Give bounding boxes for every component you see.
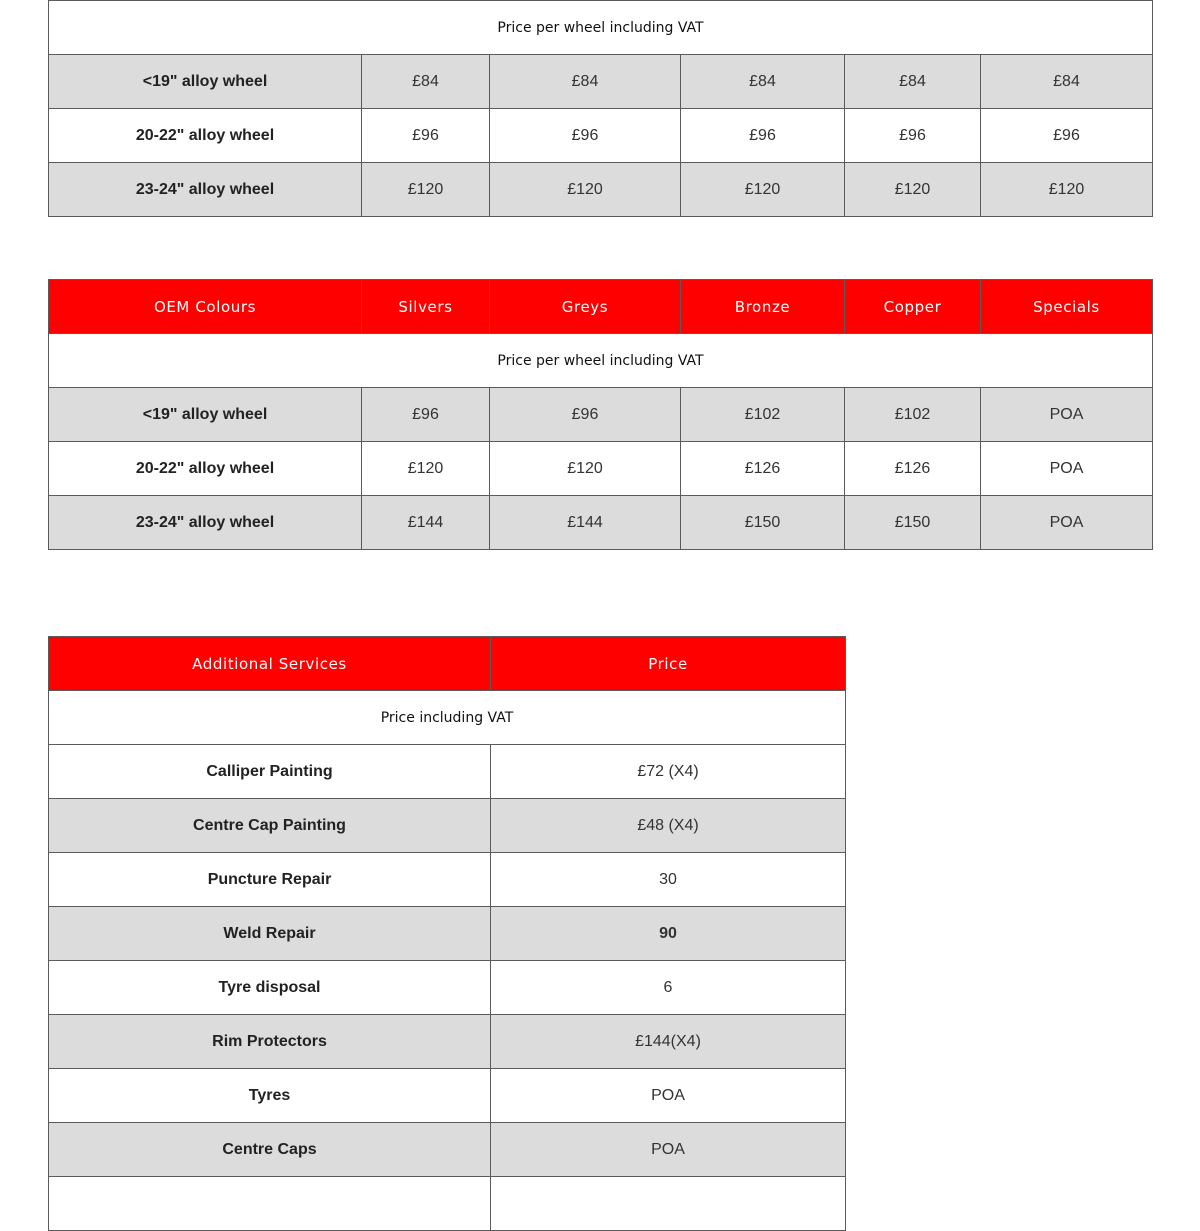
header-silvers: Silvers	[362, 280, 490, 334]
table-row	[49, 745, 846, 799]
table-row	[49, 1015, 846, 1069]
service-label: Tyre disposal	[49, 961, 491, 1015]
header-oem-colours: OEM Colours	[49, 280, 362, 334]
table-row	[49, 109, 1153, 163]
service-price: £144(X4)	[491, 1015, 846, 1069]
service-label: Calliper Painting	[49, 745, 491, 799]
price-cell: £102	[845, 388, 981, 442]
price-cell: POA	[981, 442, 1153, 496]
price-cell: £96	[362, 388, 490, 442]
table-row	[49, 1069, 846, 1123]
header-price: Price	[491, 637, 846, 691]
service-label: Weld Repair	[49, 907, 491, 961]
row-label: 23-24" alloy wheel	[49, 163, 362, 217]
table-row	[49, 907, 846, 961]
additional-services-table	[48, 636, 846, 1231]
price-cell: £150	[681, 496, 845, 550]
table-header-row	[49, 280, 1153, 334]
table-row	[49, 961, 846, 1015]
price-cell: £96	[490, 109, 681, 163]
price-cell: £84	[845, 55, 981, 109]
row-label: <19" alloy wheel	[49, 388, 362, 442]
header-additional-services: Additional Services	[49, 637, 491, 691]
price-cell: £96	[362, 109, 490, 163]
price-cell: £120	[362, 442, 490, 496]
price-cell: POA	[981, 496, 1153, 550]
table-row-clipped	[49, 1177, 846, 1231]
table-subheader-row	[49, 334, 1153, 388]
service-price: 6	[491, 961, 846, 1015]
row-label: 20-22" alloy wheel	[49, 109, 362, 163]
service-price: £48 (X4)	[491, 799, 846, 853]
table-subheader-row	[49, 1, 1153, 55]
price-cell: £96	[681, 109, 845, 163]
table-row	[49, 442, 1153, 496]
price-cell: £84	[681, 55, 845, 109]
price-cell: £120	[845, 163, 981, 217]
oem-colours-price-table	[48, 279, 1153, 550]
price-cell: £144	[362, 496, 490, 550]
service-price: POA	[491, 1069, 846, 1123]
service-label	[49, 1177, 491, 1231]
row-label: 20-22" alloy wheel	[49, 442, 362, 496]
header-specials: Specials	[981, 280, 1153, 334]
service-label: Puncture Repair	[49, 853, 491, 907]
price-cell: £120	[490, 163, 681, 217]
table-subheader-row	[49, 691, 846, 745]
price-cell: £84	[981, 55, 1153, 109]
price-cell: £84	[490, 55, 681, 109]
price-cell: £144	[490, 496, 681, 550]
price-cell: £84	[362, 55, 490, 109]
row-label: 23-24" alloy wheel	[49, 496, 362, 550]
table-row	[49, 55, 1153, 109]
service-price: 90	[491, 907, 846, 961]
price-cell: £120	[981, 163, 1153, 217]
price-cell: £126	[681, 442, 845, 496]
table-subheader: Price including VAT	[49, 691, 846, 745]
table-subheader: Price per wheel including VAT	[49, 1, 1153, 55]
table-row	[49, 496, 1153, 550]
table-header-row	[49, 637, 846, 691]
service-price	[491, 1177, 846, 1231]
service-price: £72 (X4)	[491, 745, 846, 799]
price-cell: £102	[681, 388, 845, 442]
table-row	[49, 799, 846, 853]
price-cell: £120	[681, 163, 845, 217]
service-label: Centre Cap Painting	[49, 799, 491, 853]
table-row	[49, 388, 1153, 442]
table-row	[49, 163, 1153, 217]
table-subheader: Price per wheel including VAT	[49, 334, 1153, 388]
table-row	[49, 1123, 846, 1177]
row-label: <19" alloy wheel	[49, 55, 362, 109]
price-cell: £150	[845, 496, 981, 550]
service-label: Centre Caps	[49, 1123, 491, 1177]
header-copper: Copper	[845, 280, 981, 334]
price-cell: £96	[981, 109, 1153, 163]
service-label: Tyres	[49, 1069, 491, 1123]
price-cell: £96	[490, 388, 681, 442]
price-cell: £120	[362, 163, 490, 217]
price-cell: POA	[981, 388, 1153, 442]
header-bronze: Bronze	[681, 280, 845, 334]
service-price: 30	[491, 853, 846, 907]
price-cell: £126	[845, 442, 981, 496]
price-cell: £96	[845, 109, 981, 163]
price-cell: £120	[490, 442, 681, 496]
service-label: Rim Protectors	[49, 1015, 491, 1069]
table-row	[49, 853, 846, 907]
service-price: POA	[491, 1123, 846, 1177]
header-greys: Greys	[490, 280, 681, 334]
standard-price-table	[48, 0, 1153, 217]
